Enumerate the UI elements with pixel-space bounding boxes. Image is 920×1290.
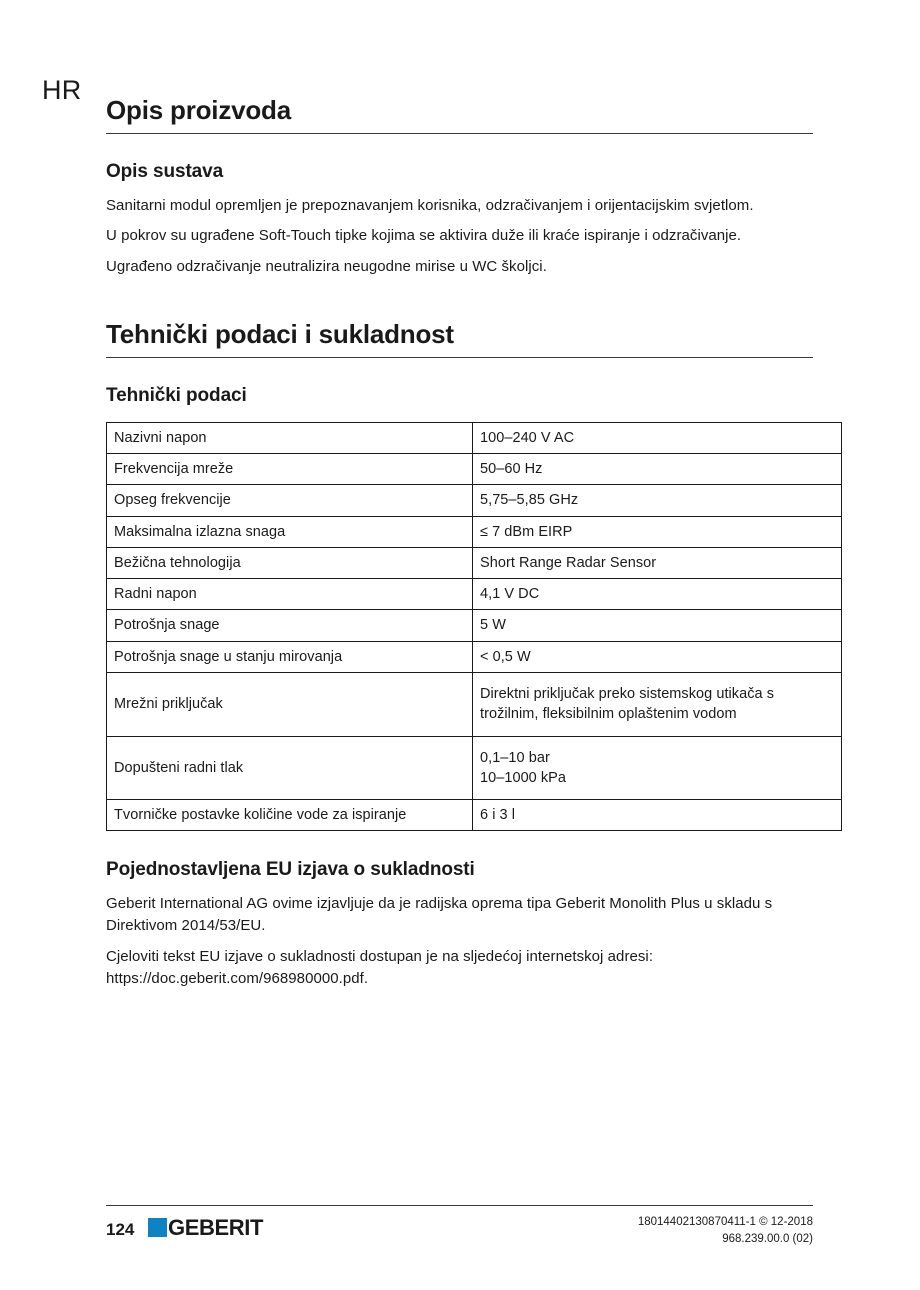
page-footer — [106, 1205, 813, 1266]
table-cell-key: Bežična tehnologija — [107, 547, 473, 578]
table-cell-value-line-2: 10–1000 kPa — [480, 769, 567, 786]
paragraph-eu-declaration-2: Cjeloviti tekst EU izjave o sukladnosti dostupan je na sljedećoj internetskoj adresi: https://doc.geberit.com/968980000.pdf. — [106, 947, 654, 987]
table-cell-value — [473, 736, 842, 800]
table-row — [107, 516, 842, 547]
section-heading-opis-sustava: Opis sustava — [106, 160, 224, 182]
footer-meta-line-1: 18014402130870411-1 © 12-2018 — [637, 1216, 813, 1228]
section-heading-tehnicki-podaci: Tehnički podaci — [106, 384, 247, 406]
table-cell-value: ≤ 7 dBm EIRP — [473, 516, 842, 547]
table-cell-value: 4,1 V DC — [473, 579, 842, 610]
page-content — [106, 96, 813, 989]
table-row — [107, 485, 842, 516]
table-cell-key: Nazivni napon — [107, 422, 473, 453]
table-cell-key: Mrežni priključak — [107, 673, 473, 737]
table-row — [107, 453, 842, 484]
table-row — [107, 610, 842, 641]
table-row — [107, 641, 842, 672]
paragraph-system-description-1: Sanitarni modul opremljen je prepoznavanjem korisnika, odzračivanjem i orijentacijskim svjetlom. — [106, 196, 754, 214]
table-cell-key: Dopušteni radni tlak — [107, 736, 473, 800]
table-cell-value-line-1: 0,1–10 bar — [480, 749, 550, 766]
table-cell-value: 50–60 Hz — [473, 453, 842, 484]
table-cell-key: Tvorničke postavke količine vode za ispiranje — [107, 800, 473, 831]
table-cell-key: Potrošnja snage u stanju mirovanja — [107, 641, 473, 672]
logo-square-icon — [148, 1218, 167, 1237]
table-cell-value: 5 W — [473, 610, 842, 641]
table-cell-key: Maksimalna izlazna snaga — [107, 516, 473, 547]
table-cell-key: Radni napon — [107, 579, 473, 610]
table-cell-value: Short Range Radar Sensor — [473, 547, 842, 578]
language-tab: HR — [42, 75, 82, 105]
table-row — [107, 736, 842, 800]
table-cell-value — [473, 673, 842, 737]
table-cell-value: < 0,5 W — [473, 641, 842, 672]
table-cell-key: Opseg frekvencije — [107, 485, 473, 516]
table-cell-value: 6 i 3 l — [473, 800, 842, 831]
footer-document-meta — [638, 1214, 813, 1249]
table-cell-key: Potrošnja snage — [107, 610, 473, 641]
page-number: 124 — [106, 1220, 135, 1239]
table-cell-value-line-1: Direktni priključak preko sistemskog utikača s — [480, 686, 775, 702]
section-heading-eu-izjava: Pojednostavljena EU izjava o sukladnosti — [106, 859, 475, 881]
table-row — [107, 422, 842, 453]
paragraph-eu-declaration-1: Geberit International AG ovime izjavljuje da je radijska oprema tipa Geberit Monolith Plus u skladu s Direktivom 2014/53/EU. — [106, 895, 773, 935]
chapter-title-tehnicki-podaci-i-sukladnost: Tehnički podaci i sukladnost — [106, 320, 813, 358]
technical-data-table — [106, 422, 842, 832]
table-cell-value: 5,75–5,85 GHz — [473, 485, 842, 516]
paragraph-system-description-3: Ugrađeno odzračivanje neutralizira neugodne mirise u WC školjci. — [106, 258, 547, 276]
chapter-title-opis-proizvoda: Opis proizvoda — [106, 96, 813, 134]
table-row — [107, 547, 842, 578]
table-cell-key: Frekvencija mreže — [107, 453, 473, 484]
table-row — [107, 579, 842, 610]
paragraph-system-description-2: U pokrov su ugrađene Soft-Touch tipke kojima se aktivira duže ili kraće ispiranje i odzračivanje. — [106, 227, 742, 245]
footer-meta-line-2: 968.239.00.0 (02) — [722, 1233, 813, 1246]
table-row — [107, 673, 842, 737]
table-cell-value: 100–240 V AC — [473, 422, 842, 453]
logo-wordmark: GEBERIT — [168, 1215, 263, 1240]
table-cell-value-line-2: trožilnim, fleksibilnim oplaštenim vodom — [480, 706, 737, 723]
table-row — [107, 800, 842, 831]
geberit-logo — [148, 1215, 263, 1240]
